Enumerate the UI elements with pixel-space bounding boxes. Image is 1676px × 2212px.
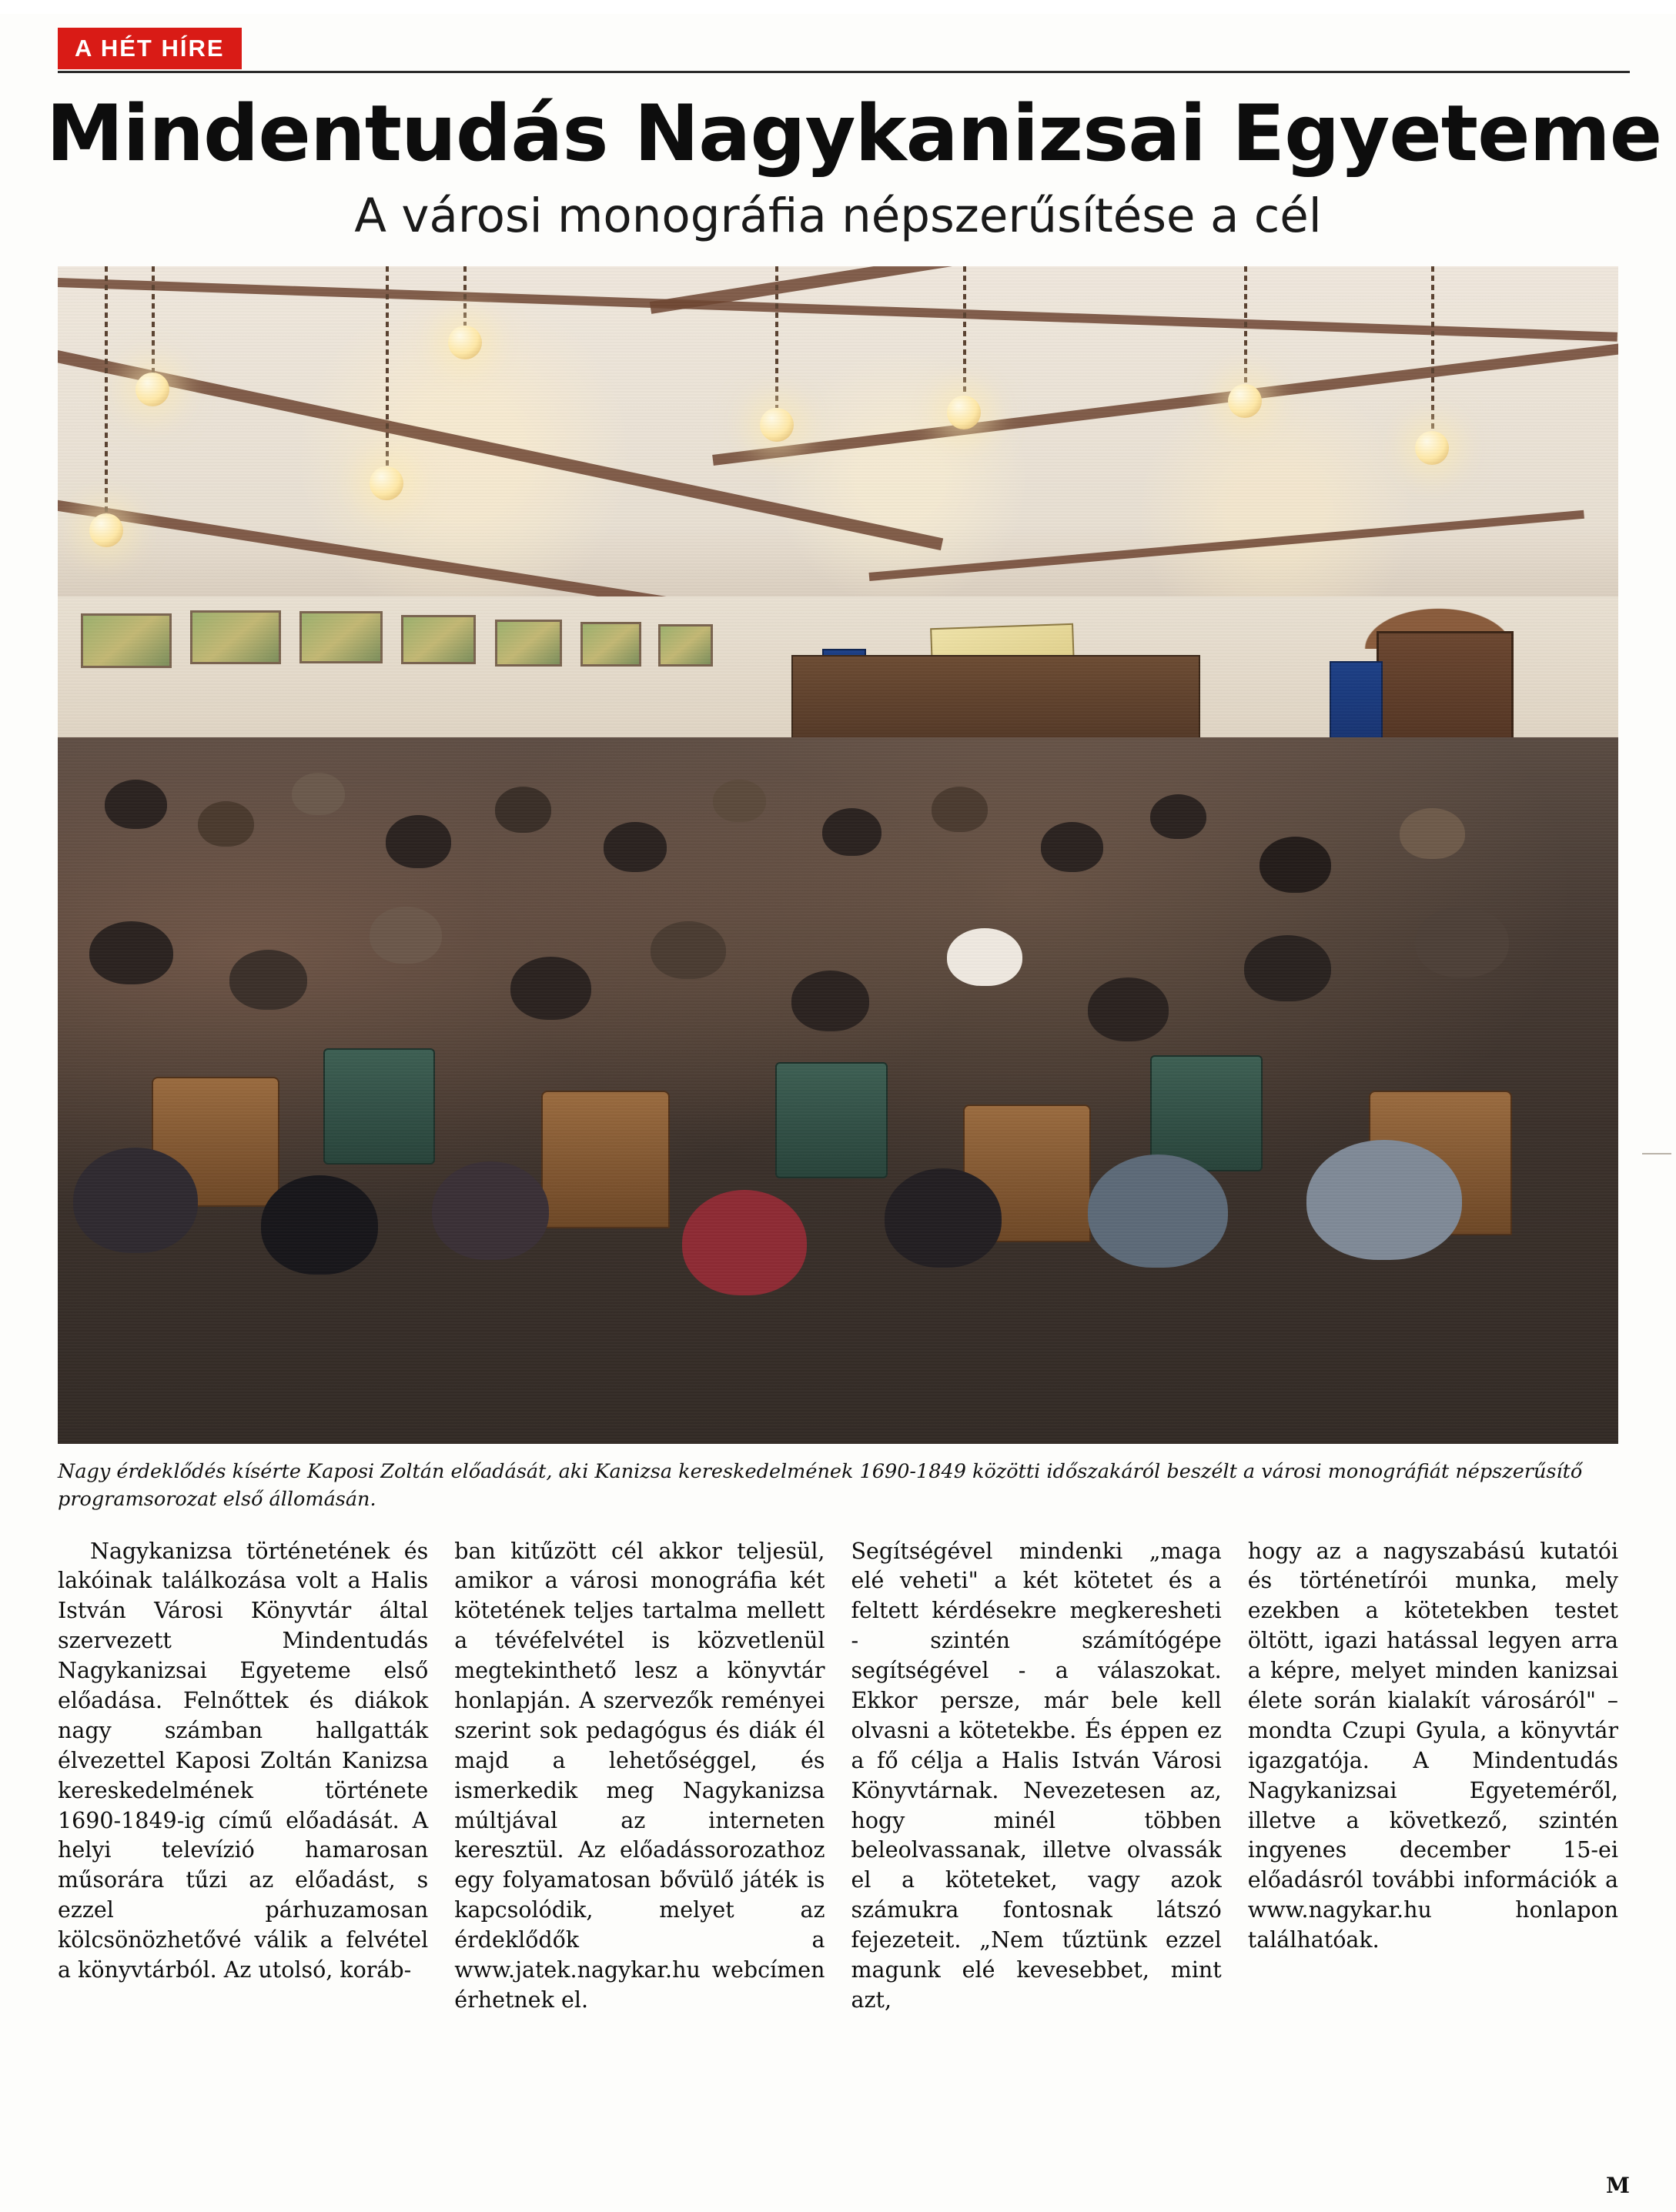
audience-head <box>89 921 173 985</box>
audience-head <box>495 787 551 833</box>
wall-painting <box>658 624 713 667</box>
ceiling-lamp <box>135 373 169 406</box>
ceiling-lamp <box>370 466 403 500</box>
audience-head <box>604 822 666 871</box>
green-chair <box>323 1048 436 1164</box>
ceiling-beam <box>58 278 1617 342</box>
body-column-4 <box>1248 1537 1618 2030</box>
audience-head <box>73 1148 198 1254</box>
lamp-chain <box>463 266 467 326</box>
audience-head <box>198 801 254 847</box>
lamp-chain <box>775 266 778 408</box>
wooden-chair <box>541 1091 669 1228</box>
header-divider <box>58 71 1630 73</box>
ceiling-beam <box>712 337 1618 466</box>
ceiling-lamp <box>448 326 482 359</box>
ceiling-lamp <box>89 513 123 547</box>
body-column-1 <box>58 1537 428 2030</box>
green-chair <box>1150 1055 1263 1171</box>
audience-head <box>229 950 307 1010</box>
author-signature: M <box>1606 2173 1630 2198</box>
audience-head <box>1415 907 1509 977</box>
kicker-row <box>38 14 1638 74</box>
body-paragraph: Segítségével mindenki „maga elé veheti" a két kötetet és a feltett kérdésekre megkeresheti - szintén számítógépe segítségével - a válaszokat. Ekkor persze, már bele kell olvasni a kötetekbe. És éppen ez a fő célja a Halis István Városi Könyvtárnak. Nevezetesen az, hogy minél többen beleolvassanak, illetve olvassák el a köteteket, vagy azok számukra fontosnak látszó fejezeteit. „Nem tűztünk ezzel magunk elé kevesebbet, mint azt, <box>851 1538 1222 2013</box>
audience-head <box>651 921 725 979</box>
lamp-chain <box>152 266 155 373</box>
audience-head <box>1244 935 1332 1001</box>
ceiling-lamp <box>1228 384 1262 418</box>
audience <box>58 737 1618 1444</box>
lamp-chain <box>963 266 966 396</box>
page-edge-mark <box>1642 1153 1671 1154</box>
wall-painting <box>580 622 641 667</box>
audience-head <box>386 815 451 868</box>
newspaper-page <box>0 14 1676 2212</box>
audience-head <box>261 1175 378 1275</box>
lamp-chain <box>105 266 108 513</box>
audience-head <box>713 780 766 822</box>
article-body <box>58 1537 1618 2030</box>
wall-painting <box>401 615 476 664</box>
article-headline: Mindentudás Nagykanizsai Egyeteme <box>46 88 1662 179</box>
audience-head <box>1041 822 1103 871</box>
section-kicker-badge: A HÉT HÍRE <box>58 28 242 69</box>
article-photo <box>58 266 1618 1444</box>
audience-head <box>370 907 441 963</box>
wall-painting <box>81 613 171 667</box>
wall-painting <box>190 610 280 664</box>
ceiling-beam <box>869 510 1585 581</box>
audience-head <box>1150 794 1206 840</box>
ceiling-lamp <box>760 408 794 442</box>
audience-head <box>947 928 1022 986</box>
photo-scene <box>58 266 1618 1444</box>
audience-head <box>1260 837 1331 893</box>
audience-head <box>1400 808 1465 859</box>
audience-head <box>682 1190 807 1296</box>
audience-head <box>292 773 345 815</box>
audience-head <box>932 787 988 832</box>
audience-head <box>510 957 591 1021</box>
audience-head <box>105 780 167 829</box>
wall-painting <box>299 611 382 663</box>
body-column-2 <box>454 1537 825 2030</box>
green-chair <box>775 1062 888 1178</box>
ceiling-lamp <box>1415 431 1449 465</box>
lamp-chain <box>1431 266 1434 431</box>
body-paragraph: hogy az a nagyszabású kutatói és történetírói munka, mely ezekben a kötetekben testet öltött, igazi hatással legyen arra a képre, melyet minden kanizsai élete során kialakít városáról" – mondta Czupi Gyula, a könyvtár igazgatója. A Mindentudás Nagykanizsai Egyeteméről, illetve a következő, szintén ingyenes december 15-ei előadásról további információk a www.nagykar.hu honlapon találhatóak. <box>1247 1538 1618 1953</box>
body-paragraph: ban kitűzött cél akkor teljesül, amikor a városi monográfia két kötetének teljes tartalma mellett a tévéfelvétel is közvetlenül megtekinthető lesz a könyvtár honlapján. A szervezők reményei szerint sok pedagógus és diák él majd a lehetőséggel, és ismerkedik meg Nagykanizsa múltjával az interneten keresztül. Az előadássorozathoz egy folyamatosan bővülő játék is kapcsolódik, melyet az érdeklődők a www.jatek.nagykar.hu webcímen érhetnek el. <box>454 1538 825 2013</box>
lamp-chain <box>386 266 389 466</box>
audience-head <box>822 808 881 856</box>
audience-head <box>432 1161 549 1261</box>
photo-caption: Nagy érdeklődés kísérte Kaposi Zoltán előadását, aki Kanizsa kereskedelmének 1690-1849 közötti időszakáról beszélt a városi monográfiát népszerűsítő programsorozat első állomásán. <box>58 1460 1583 1512</box>
body-paragraph: Nagykanizsa történetének és lakóinak találkozása volt a Halis István Városi Könyvtár által szervezett Mindentudás Nagykanizsai Egyeteme első előadása. Felnőttek és diákok nagy számban hallgatták élvezettel Kaposi Zoltán Kanizsa kereskedelmének története 1690-1849-ig című előadását. A helyi televízió hamarosan műsorára tűzi az előadást, s ezzel párhuzamosan kölcsönözhetővé válik a felvétel a könyvtárból. Az utolsó, koráb- <box>58 1538 429 1983</box>
audience-head <box>1088 977 1169 1041</box>
body-column-3 <box>851 1537 1222 2030</box>
audience-head <box>791 971 869 1031</box>
wall-painting <box>495 620 562 667</box>
article-subheadline: A városi monográfia népszerűsítése a cél <box>354 189 1322 244</box>
lamp-chain <box>1244 266 1247 384</box>
audience-head <box>1306 1140 1463 1260</box>
audience-head <box>1088 1154 1228 1268</box>
audience-head <box>885 1168 1002 1268</box>
